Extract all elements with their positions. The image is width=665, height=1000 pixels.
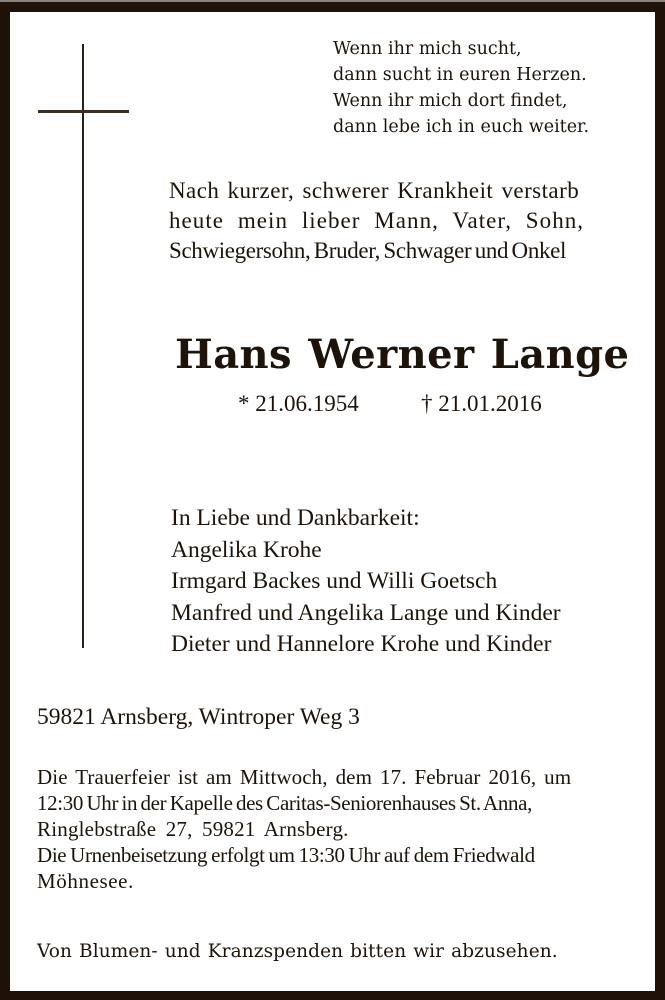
cross-vertical-bar (82, 44, 84, 648)
details-line: Möhnesee. (37, 869, 134, 893)
details-line: Die Trauerfeier ist am Mittwoch, dem 17. Februar 2016, um (37, 765, 572, 789)
deceased-name: Hans Werner Lange (175, 331, 630, 378)
details-line: 12:30 Uhr in der Kapelle des Caritas-Seniorenhauses St. Anna, (37, 791, 533, 815)
poem-line: dann lebe ich in euch weiter. (333, 117, 590, 137)
mourner-name: Irmgard Backes und Willi Goetsch (171, 568, 498, 594)
mourners-heading: In Liebe und Dankbarkeit: (171, 505, 420, 531)
intro-line: Schwiegersohn, Bruder, Schwager und Onkel (169, 238, 567, 263)
poem-line: dann sucht in euren Herzen. (333, 65, 587, 85)
cross-horizontal-bar (38, 110, 129, 113)
mourners-list (171, 503, 561, 661)
intro-text (169, 176, 584, 266)
intro-line: heute mein lieber Mann, Vater, Sohn, (169, 208, 585, 233)
intro-line: Nach kurzer, schwerer Krankheit verstarb (169, 178, 580, 203)
poem-line: Wenn ihr mich sucht, (333, 39, 522, 59)
death-date: † 21.01.2016 (421, 391, 542, 416)
notice-paper (10, 12, 655, 991)
mourner-name: Dieter und Hannelore Krohe und Kinder (171, 631, 552, 657)
mourner-name: Angelika Krohe (171, 536, 322, 563)
poem-line: Wenn ihr mich dort findet, (333, 91, 568, 111)
family-address: 59821 Arnsberg, Wintroper Weg 3 (37, 704, 360, 730)
mourner-name: Manfred und Angelika Lange und Kinder (171, 599, 561, 626)
funeral-details (37, 764, 622, 894)
details-line: Die Urnenbeisetzung erfolgt um 13:30 Uhr auf dem Friedwald (37, 843, 535, 867)
birth-date: * 21.06.1954 (238, 391, 359, 416)
closing-note: Von Blumen- und Kranzspenden bitten wir abzusehen. (37, 941, 558, 962)
details-line: Ringlebstraße 27, 59821 Arnsberg. (37, 817, 349, 841)
poem (333, 36, 589, 140)
